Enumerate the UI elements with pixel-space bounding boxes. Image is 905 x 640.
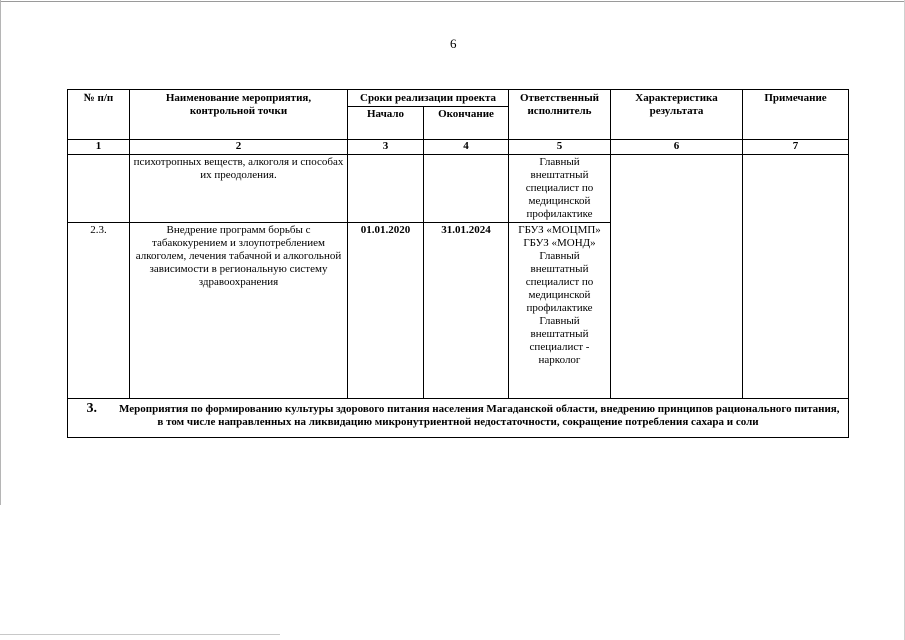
row-result bbox=[611, 155, 743, 399]
header-row bbox=[68, 90, 849, 107]
header-num: № п/п bbox=[68, 90, 130, 140]
header-note: Примечание bbox=[743, 90, 849, 140]
row-end bbox=[424, 155, 509, 223]
column-number: 6 bbox=[611, 140, 743, 155]
page-number: 6 bbox=[450, 36, 457, 51]
row-end: 31.01.2024 bbox=[424, 223, 509, 399]
row-note bbox=[743, 155, 849, 399]
header-terms: Сроки реализации проекта bbox=[348, 90, 509, 107]
section-title: Мероприятия по формированию культуры здорового питания населения Магаданской области, внедрению принципов рационального питания, в том числе направленных на ликвидацию микронутриентной недостаточности, сокращение потребления сахара и соли bbox=[119, 403, 840, 428]
row-num: 2.3. bbox=[68, 223, 130, 399]
scan-edge-left bbox=[0, 0, 1, 505]
scan-edge-top bbox=[0, 1, 905, 2]
row-name: психотропных веществ, алкоголя и способах их преодоления. bbox=[130, 155, 348, 223]
row-num bbox=[68, 155, 130, 223]
column-number: 5 bbox=[509, 140, 611, 155]
column-number: 3 bbox=[348, 140, 424, 155]
header-name: Наименование мероприятия, контрольной точки bbox=[130, 90, 348, 140]
header-start: Начало bbox=[348, 107, 424, 140]
section-row bbox=[68, 399, 849, 438]
row-start bbox=[348, 155, 424, 223]
row-responsible: ГБУЗ «МОЦМП» ГБУЗ «МОНД» Главный внештатный специалист по медицинской профилактике Главный внештатный специалист - нарколог bbox=[509, 223, 611, 399]
row-start: 01.01.2020 bbox=[348, 223, 424, 399]
header-responsible: Ответственный исполнитель bbox=[509, 90, 611, 140]
section-cell bbox=[68, 399, 849, 438]
activities-table bbox=[67, 89, 849, 438]
row-name: Внедрение программ борьбы с табакокурением и злоупотреблением алкоголем, лечения табачной и алкогольной зависимости в региональную систему здравоохранения bbox=[130, 223, 348, 399]
header-result: Характеристика результата bbox=[611, 90, 743, 140]
scan-edge-bottom bbox=[0, 634, 280, 635]
column-number: 1 bbox=[68, 140, 130, 155]
row-responsible: Главный внештатный специалист по медицинской профилактике bbox=[509, 155, 611, 223]
section-number: 3. bbox=[86, 401, 97, 416]
header-end: Окончание bbox=[424, 107, 509, 140]
column-number: 2 bbox=[130, 140, 348, 155]
column-numbers-row bbox=[68, 140, 849, 155]
column-number: 7 bbox=[743, 140, 849, 155]
table-row bbox=[68, 155, 849, 223]
column-number: 4 bbox=[424, 140, 509, 155]
